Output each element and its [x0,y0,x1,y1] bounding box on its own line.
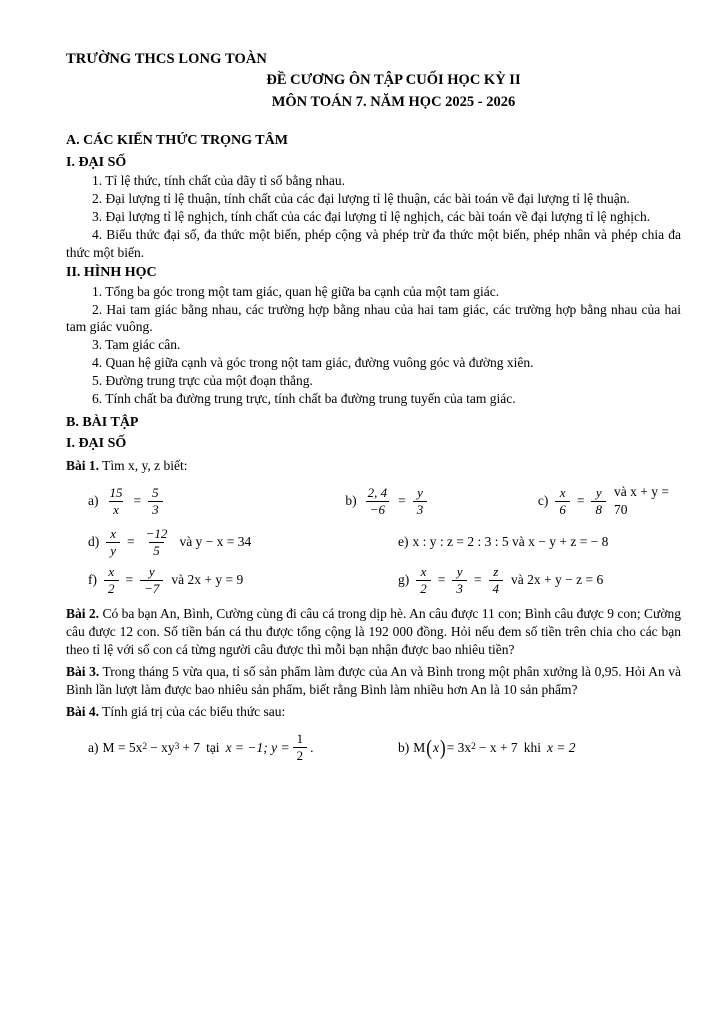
exercise-1-row-1 [66,483,681,519]
section-a-heading: A. CÁC KIẾN THỨC TRỌNG TÂM [66,133,288,149]
exercise-1-a-label: a) [88,493,99,509]
exercise-1-c-condition: và x + y = 70 [613,484,669,518]
fraction-1g-1 [416,565,431,595]
fraction-1d-right [142,527,172,557]
exercise-3-text: Trong tháng 5 vừa qua, tỉ số sản phẩm làm được của An và Bình trong một phân xưởng là 0,95. Hỏi An và Bình lần lượt làm được bao nhiêu sản phẩm, biết rằng Bình làm nhiều hơn An là 10 sản phẩm? [66,663,681,697]
exercise-4-row [66,732,681,762]
fraction-denominator: 2 [293,747,308,763]
left-paren: ( [426,735,432,760]
exercise-1-f-condition: và 2x + y = 9 [171,572,244,588]
school-name: TRƯỜNG THCS LONG TOÀN [66,51,267,67]
exercise-1-g [398,565,603,595]
exercise-1-b-label: b) [345,493,357,509]
geometry-item-1: 1. Tổng ba góc trong một tam giác, quan hệ giữa ba cạnh của một tam giác. [92,283,500,299]
exercise-4-b-p1: M [413,739,426,755]
fraction-1g-2 [452,565,467,595]
equals-sign: = [473,572,482,588]
exercise-4-b-when: khi [523,739,541,755]
exercise-4-b-var: x [432,739,439,755]
fraction-1c-right [591,486,606,516]
fraction-numerator: −12 [145,525,168,541]
section-b-heading: B. BÀI TẬP [66,414,139,430]
exercise-4-b-p3: = 3x [446,739,472,755]
fraction-numerator: x [420,564,427,580]
fraction-denominator: 5 [149,542,164,558]
fraction-1c-left [555,486,570,516]
exercise-4-a: a) M = 5x 2 − xy 3 + 7 tại x = −1; y = $\frac{1}{2}$ . [88,731,314,763]
fraction-numerator: x [559,484,566,500]
equals-sign: = [133,493,142,509]
exercise-1 [66,457,681,475]
fraction-numerator: y [456,564,463,580]
exercise-3 [66,663,681,699]
section-a-geometry-heading: II. HÌNH HỌC [66,265,157,281]
exercise-1-e [398,527,608,557]
equals-sign: = [576,493,585,509]
exercise-1-f-label: f) [88,572,97,588]
exercise-1-label: Bài 1. [66,458,100,474]
exercise-1-b [345,483,538,519]
fraction-numerator: 15 [109,484,123,500]
fraction-numerator: 5 [152,484,159,500]
geometry-item-4: 4. Quan hệ giữa cạnh và góc trong nột tam giác, đường vuông góc và đường xiên. [92,355,534,371]
fraction-1g-3 [489,565,504,595]
exercise-1-e-label: e) [398,534,409,550]
fraction-denominator: 8 [591,501,606,517]
geometry-item-3: 3. Tam giác cân. [92,337,181,353]
fraction-1d-left [106,527,120,557]
algebra-item-1: 1. Tỉ lệ thức, tính chất của dãy tỉ số bằng nhau. [92,173,346,189]
fraction-numerator: 1 [296,731,304,747]
equals-sign: = [437,572,446,588]
algebra-item-3: 3. Đại lượng tỉ lệ nghịch, tính chất của các đại lượng tỉ lệ nghịch, các bài toán về đại lượng tỉ lệ nghịch. [92,208,651,224]
fraction-1f-left [104,565,119,595]
fraction-denominator: 3 [413,501,428,517]
algebra-item-2: 2. Đại lượng tỉ lệ thuận, tính chất của các đại lượng tỉ lệ thuận, các bài toán về đại lượng tỉ lệ thuận. [92,191,630,207]
fraction-4a [293,732,308,762]
fraction-1b-right [413,486,428,516]
exercise-4-a-expr: M = 5x [102,739,143,755]
exercise-2-text: Có ba bạn An, Bình, Cường cùng đi câu cá trong dịp hè. An câu được 11 con; Bình câu được 9 con; Cường câu được 12 con. Số tiền bán cá thu được tổng cộng là 192 000 đồng. Hỏi nếu đem số tiền trên chia cho các bạn theo tỉ lệ với số con cá từng người câu được thì mỗi bạn nhận được bao nhiêu tiền? [66,606,681,658]
exercise-1-text: Tìm x, y, z biết: [102,458,188,474]
exercise-1-a [88,483,345,519]
exercise-4 [66,703,681,721]
section-b-algebra-heading: I. ĐẠI SỐ [66,436,127,451]
fraction-numerator: x [110,525,117,541]
fraction-denominator: 2 [104,580,119,596]
exercise-4-label: Bài 4. [66,703,100,719]
exercise-1-d-label: d) [88,534,100,550]
fraction-denominator: 3 [452,580,467,596]
exercise-4-b-label: b) [398,739,410,755]
exercise-1-d-condition: và y − x = 34 [179,534,252,550]
right-paren: ) [439,735,446,760]
fraction-1f-right [140,565,163,595]
exercise-4-a-cond: x = −1; y = [225,739,290,755]
fraction-1a-right [148,486,163,516]
fraction-denominator: −7 [140,580,163,596]
exercise-1-g-condition: và 2x + y − z = 6 [511,572,604,588]
exercise-4-b-p4: − x + 7 [478,739,518,755]
fraction-numerator: 2, 4 [367,484,388,500]
fraction-denominator: −6 [366,501,389,517]
exercise-1-row-3 [66,565,681,595]
exercise-1-c-label: c) [537,493,549,509]
exercise-4-a-expr3: + 7 [182,739,201,755]
exercise-2 [66,605,681,658]
exercise-3-label: Bài 3. [66,663,100,679]
exercise-4-a-at: tại [206,739,220,755]
exercise-1-d [88,527,398,557]
geometry-item-6: 6. Tính chất ba đường trung trực, tính chất ba đường trung tuyến của tam giác. [92,390,516,406]
exercise-4-b: b) M ( x ) = 3x 2 − x + 7 khi x = 2 [398,735,576,760]
fraction-denominator: 3 [148,501,163,517]
fraction-denominator: 6 [555,501,570,517]
exercise-2-label: Bài 2. [66,606,100,622]
exercise-1-c [538,483,681,519]
document-subtitle: MÔN TOÁN 7. NĂM HỌC 2025 - 2026 [271,94,516,111]
exercise-1-e-text: x : y : z = 2 : 3 : 5 và x − y + z = − 8 [412,534,609,550]
fraction-denominator: 4 [489,580,504,596]
exercise-1-f [88,565,398,595]
exercise-1-g-label: g) [398,572,410,588]
fraction-numerator: z [493,564,499,580]
fraction-1a-left [106,486,127,516]
geometry-item-2: 2. Hai tam giác bằng nhau, các trường hợp bằng nhau của hai tam giác, các trường hợp bằng nhau của hai tam giác vuông. [66,301,681,335]
algebra-item-4: 4. Biểu thức đại số, đa thức một biến, phép cộng và phép trừ đa thức một biến, phép nhân và phép chia đa thức một biến. [66,226,681,260]
exercise-4-b-cond: x = 2 [546,739,576,755]
fraction-1b-left [364,486,392,516]
fraction-numerator: y [148,564,155,580]
geometry-item-5: 5. Đường trung trực của một đoạn thẳng. [92,372,313,388]
fraction-numerator: x [108,564,115,580]
equals-sign: = [398,493,406,509]
fraction-denominator: x [109,501,123,517]
fraction-numerator: y [595,484,602,500]
document-title: ĐỀ CƯƠNG ÔN TẬP CUỐI HỌC KỲ II [266,72,521,89]
exercise-4-text: Tính giá trị của các biểu thức sau: [102,703,286,719]
exercise-4-a-end: . [310,739,314,755]
exercise-1-row-2 [66,527,681,557]
fraction-numerator: y [417,484,423,500]
exercise-4-a-label: a) [88,739,99,755]
exercise-4-a-expr2: − xy [150,739,175,755]
fraction-denominator: 2 [416,580,431,596]
section-a-algebra-heading: I. ĐẠI SỐ [66,154,127,170]
fraction-denominator: y [106,542,120,558]
equals-sign: = [125,572,134,588]
equals-sign: = [127,534,135,550]
